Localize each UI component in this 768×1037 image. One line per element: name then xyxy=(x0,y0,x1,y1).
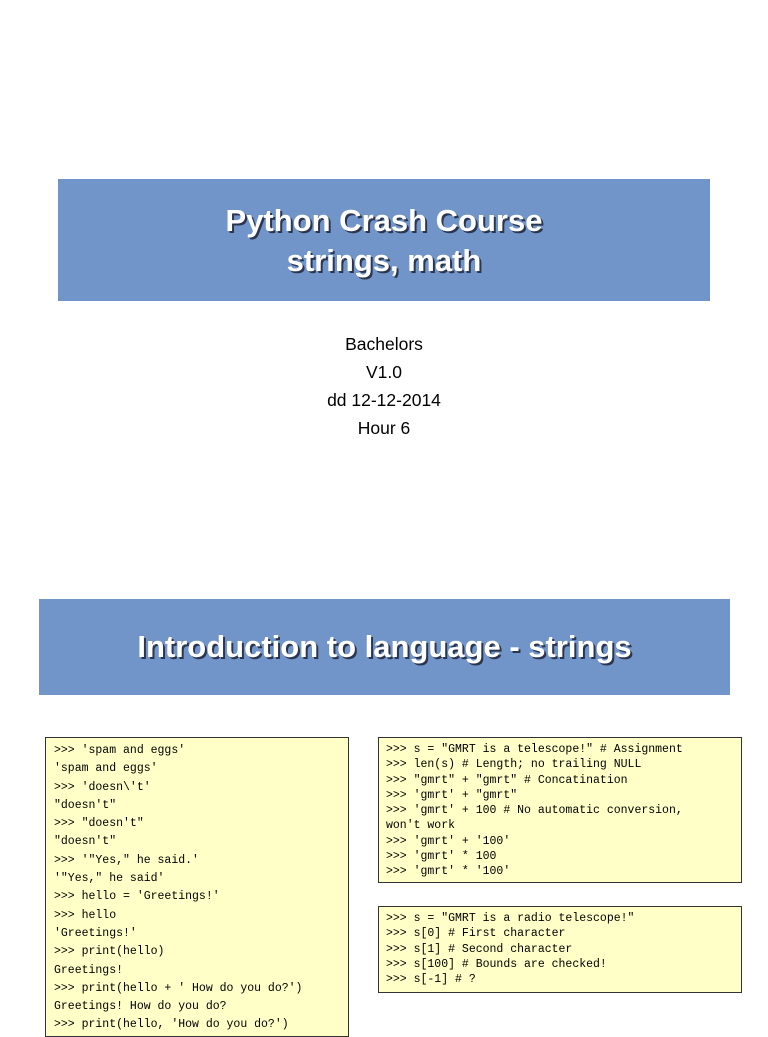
subtitle-date: dd 12-12-2014 xyxy=(327,390,441,410)
title-banner xyxy=(58,179,710,301)
code-line: >>> 'gmrt' + 100 # No automatic conversion, xyxy=(386,804,683,818)
code-line: >>> s[100] # Bounds are checked! xyxy=(386,957,607,971)
code-line: >>> "gmrt" + "gmrt" # Concatination xyxy=(386,773,628,787)
code-line: "doesn't" xyxy=(54,835,117,849)
subtitle-hour: Hour 6 xyxy=(357,418,411,438)
code-line: >>> print(hello) xyxy=(54,945,165,959)
code-line: Greetings! How do you do? xyxy=(54,1000,227,1014)
code-line: >>> "doesn't" xyxy=(54,817,144,831)
code-line: >>> hello = 'Greetings!' xyxy=(54,890,220,904)
code-line: >>> 'gmrt' + '100' xyxy=(386,834,511,848)
code-line: >>> s[-1] # ? xyxy=(386,973,476,987)
code-line: '"Yes," he said' xyxy=(54,872,165,886)
code-line: Greetings! xyxy=(54,963,124,977)
code-line: >>> len(s) # Length; no trailing NULL xyxy=(386,758,642,772)
code-line: >>> '"Yes," he said.' xyxy=(54,853,199,867)
section-banner xyxy=(39,599,730,695)
code-box-right-top xyxy=(378,737,742,883)
code-line: >>> s[1] # Second character xyxy=(386,942,573,956)
code-line: >>> print(hello, 'How do you do?') xyxy=(54,1018,289,1032)
subtitle-version: V1.0 xyxy=(366,362,402,382)
subtitle-audience: Bachelors xyxy=(345,334,423,354)
code-line: 'Greetings!' xyxy=(54,926,137,940)
code-line: >>> print(hello + ' How do you do?') xyxy=(54,981,303,995)
code-line: >>> 'doesn\'t' xyxy=(54,780,151,794)
title-line-2: strings, math xyxy=(286,243,482,278)
title-line-1: Python Crash Course xyxy=(225,203,543,238)
section-title: Introduction to language - strings xyxy=(137,629,632,664)
code-line: >>> 'gmrt' + "gmrt" xyxy=(386,788,518,802)
code-line: >>> s = "GMRT is a radio telescope!" xyxy=(386,912,635,925)
code-line: >>> 'gmrt' * '100' xyxy=(386,865,511,879)
code-line: >>> 'spam and eggs' xyxy=(54,744,186,757)
code-box-right-bottom xyxy=(378,906,742,993)
code-line: won't work xyxy=(386,819,456,833)
code-line: 'spam and eggs' xyxy=(54,762,158,776)
code-line: >>> s = "GMRT is a telescope!" # Assignment xyxy=(386,743,683,756)
code-box-left xyxy=(45,737,349,1037)
subtitle-block xyxy=(0,330,768,442)
code-line: >>> 'gmrt' * 100 xyxy=(386,850,497,864)
code-line: >>> hello xyxy=(54,908,117,922)
code-line: >>> s[0] # First character xyxy=(386,927,566,941)
code-line: "doesn't" xyxy=(54,798,117,812)
